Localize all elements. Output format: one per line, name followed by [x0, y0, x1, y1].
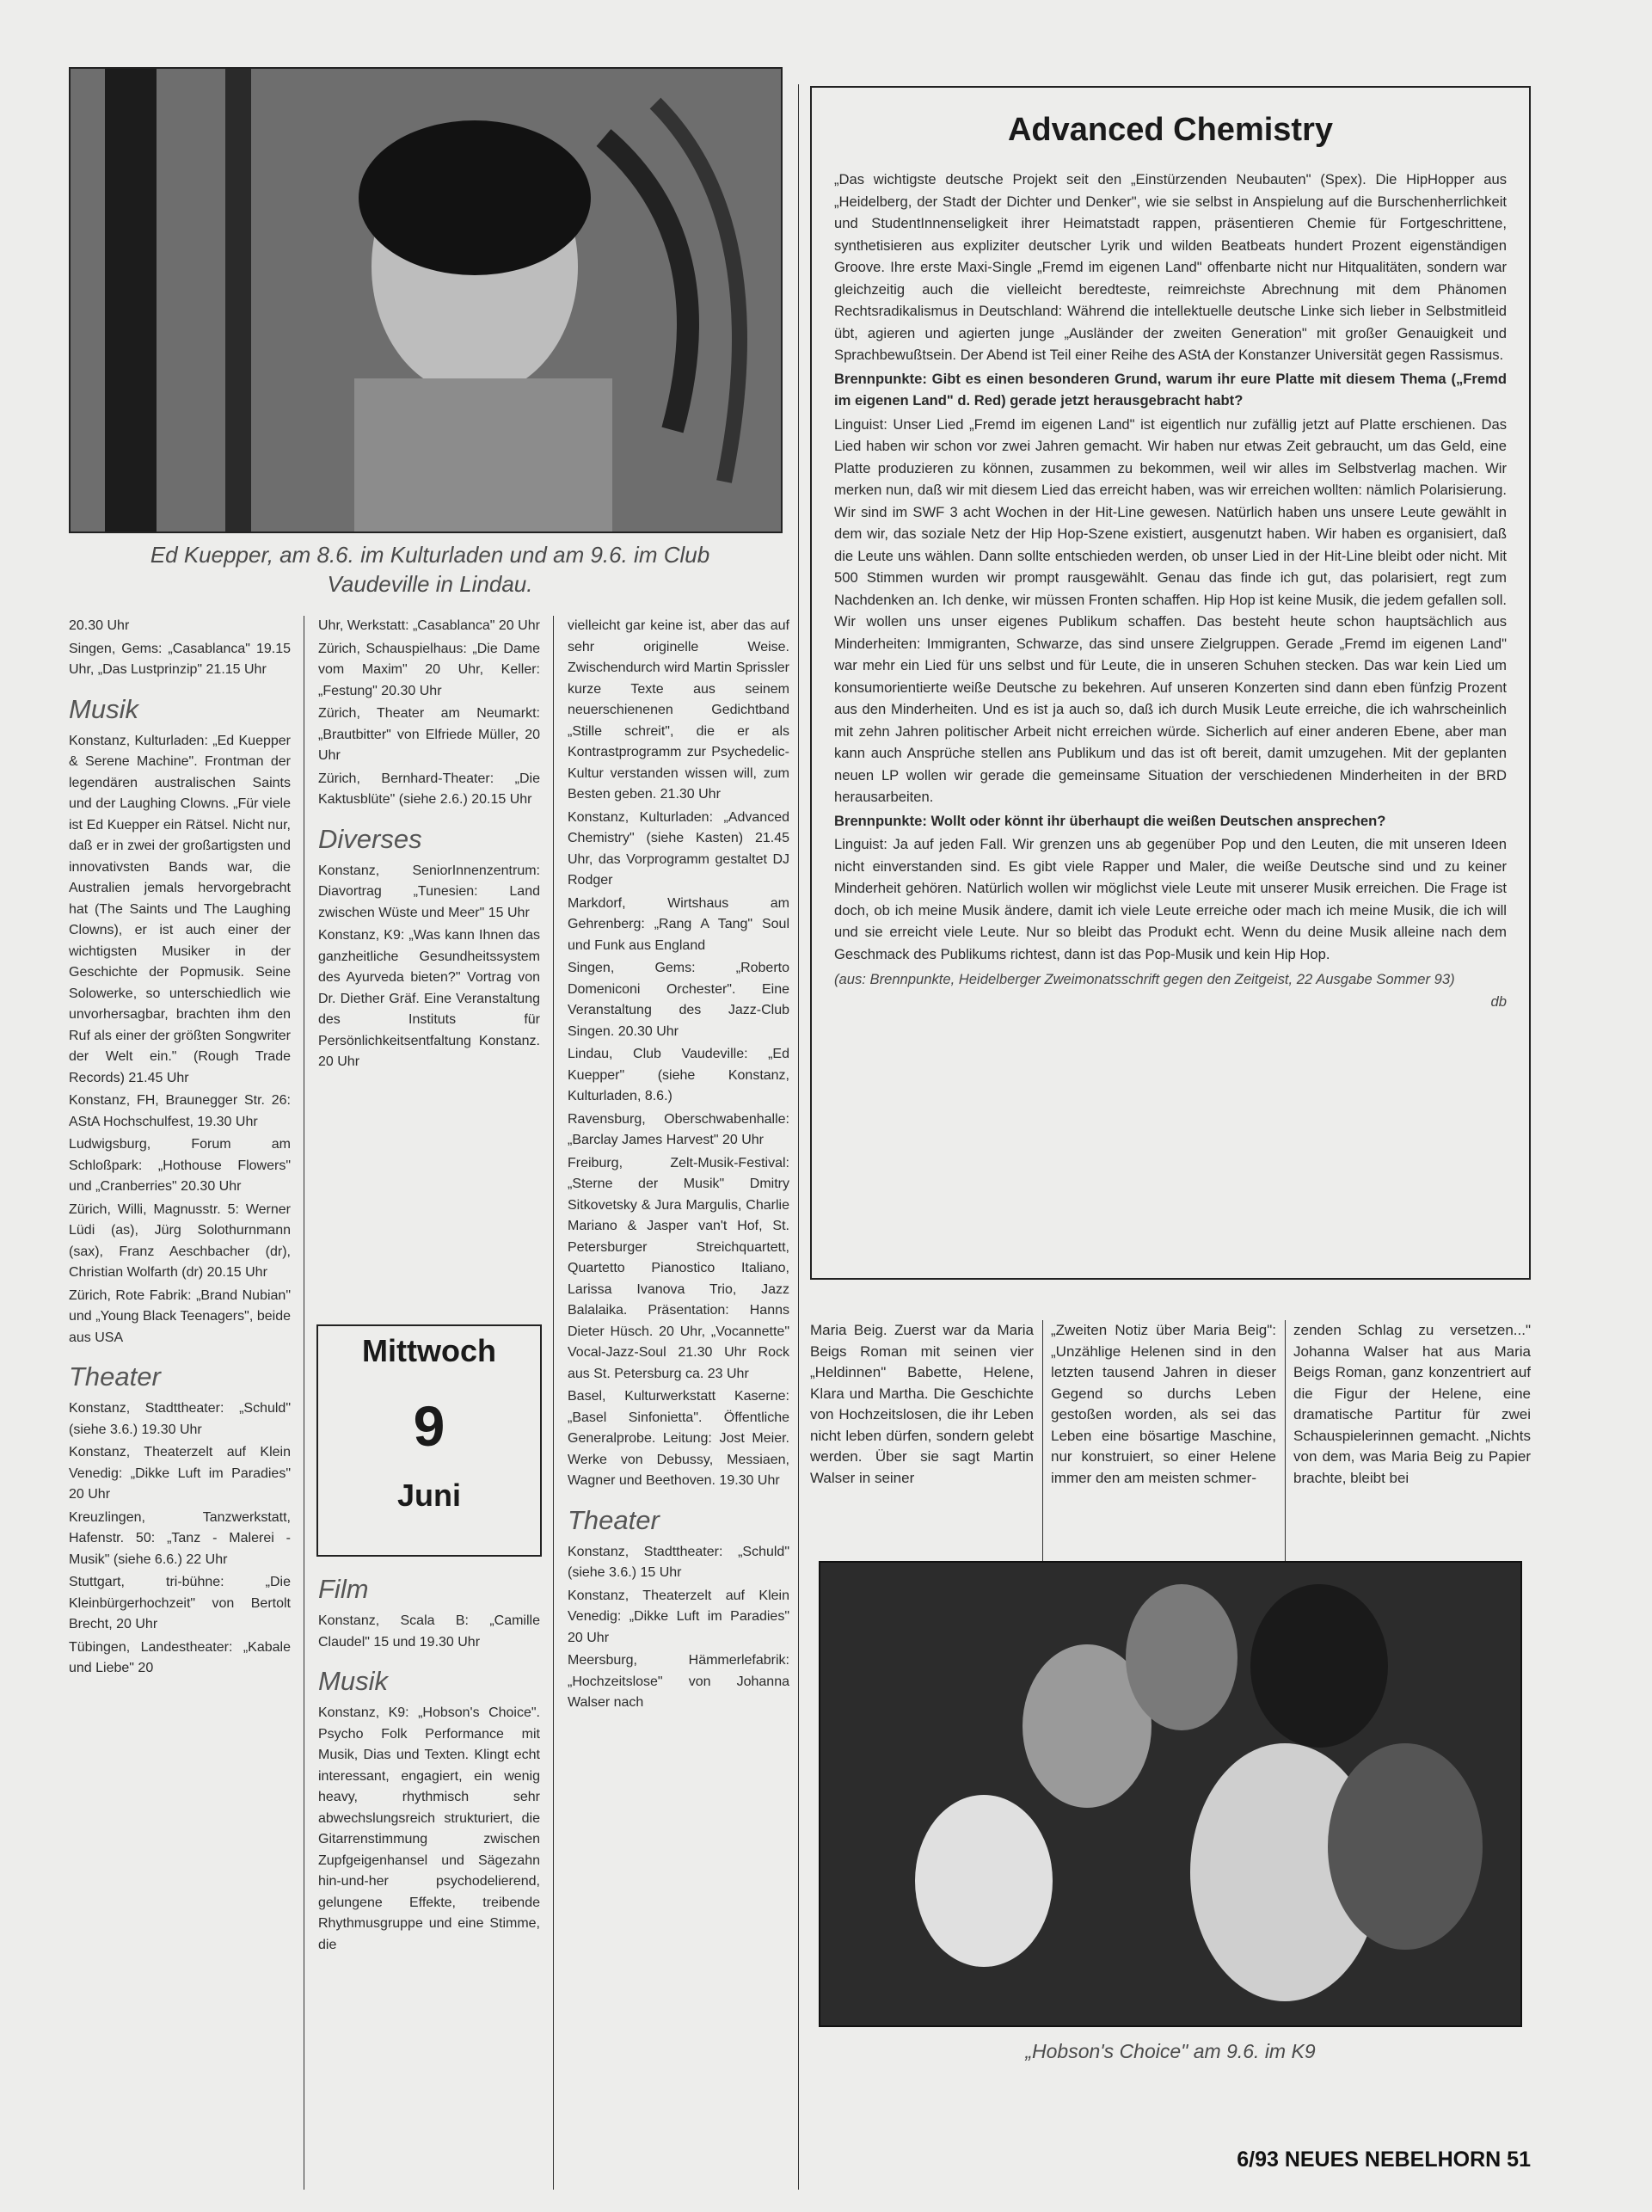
listing-item: Konstanz, Theaterzelt auf Klein Venedig: „Dikke Luft im Paradies" 20 Uhr [568, 1588, 789, 1645]
listing-item: Ludwigsburg, Forum am Schloßpark: „Hothouse Flowers" und „Cranberries" 20.30 Uhr [69, 1137, 291, 1194]
listing-item: Zürich, Willi, Magnusstr. 5: Werner Lüdi (as), Jürg Solothurnmann (sax), Franz Aeschbacher (dr), Christian Wolfarth (dr) 20.15 Uhr [69, 1201, 291, 1280]
bottom-column-1 [810, 1320, 1034, 1490]
box-paragraph: Linguist: Unser Lied „Fremd im eigenen Land" ist eigentlich nur zufällig jetzt auf Platte erschienen. Das Lied haben wir schon vor zwei Jahren gemacht. Wir haben nur etwas Zeit gebraucht, um das Geld, eine Platte produzieren zu können, zusammen zu bekommen, weil wir alles im Selbstverlag machen. Wir merken nun, daß wir mit diesem Lied das erreicht haben, was wir erreichen wollten: nämlich Polarisierung. Wir sind im SWF 3 acht Wochen in der Hit-Line gewesen. Natürlich haben uns unsere Leute gewählt in dem wir, das soziale Netz der Hip Hop-Szene existiert, ausgenutzt haben. Wir haben es organisiert, daß die Leute uns wählen. Dann sollte entschieden werden, ob unser Lied in der Hit-Line bleibt oder nicht. Mit 500 Stimmen wurden wir prompt rausgewählt. Genau das finde ich gut, das polarisiert, regt zum Nachdenken an. Ich denke, wir müssen Fronten schaffen. Hip Hop ist keine Musik, die jedem gefallen soll. Wir wollen uns unser eigenes Publikum schaffen. Das besteht heute schon hauptsächlich aus Minderheiten: Immigranten, Schwarze, das sind unsere Zielgruppen. Gerade „Fremd im eigenen Land" war mehr ein Lied für uns selbst und für Leute, die in unseren Schuhen stecken. Das war kein Lied um konsumorientierte weiße Deutsche zu bekehren. Auf unseren Konzerten sind dann eben fünfzig Prozent aus den Minderheiten. Und es ist ja auch so, daß ich durch Musik Leute erreiche, die ich wahrscheinlich mit zehn Jahren politischer Arbeit nicht erreichen würde. Sicherlich auf einer anderen Ebene, aber man kann auch Ansprüche stellen ans Publikum und das ist oft bereit, damit umzugehen. Mit der geplanten neuen LP wollen wir gerade die gemeinsame Situation der verschiedenen Minderheiten in der BRD herausarbeiten. [834, 415, 1507, 805]
box-body [834, 169, 1507, 965]
photo-ed-kuepper [69, 67, 783, 533]
box-paragraph: „Das wichtigste deutsche Projekt seit den „Einstürzenden Neubauten" (Spex). Die HipHopper aus „Heidelberg, der Stadt der Dichter und Denker", wie sie selbst in Anspielung auf die Burschenherrlichkeit und StudentInnenseligkeit ihrer Heimatstadt rappen, präsentieren Chemie für Fortgeschrittene, synthetisieren aus expliziter deutscher Lyrik und wilden Beatbeats hundert Prozent eigenständigen Groove. Ihre erste Maxi-Single „Fremd im eigenen Land" offenbarte nicht nur Hitqualitäten, sondern war gleichzeitig auch die vielleicht beredteste, reimreichste Abrechnung mit dem Phänomen Rechtsradikalismus in Deutschland: Während die intellektuelle deutsche Linke sich lieber in Selbstmitleid übt, agieren und agierten junge „Ausländer der zweiten Generation" mit großer Genauigkeit und Sprachbewußtsein. Der Abend ist Teil einer Reihe des AStA der Konstanzer Universität gegen Rassismus. [834, 171, 1507, 363]
listing-item: Basel, Kulturwerkstatt Kaserne: „Basel Sinfonietta". Öffentliche Generalprobe. Leitung: Jost Meier. Werke von Debussy, Messiaen, Wagner und Beethoven. 19.30 Uhr [568, 1389, 789, 1488]
listing-item: Uhr, Werkstatt: „Casablanca" 20 Uhr [318, 618, 540, 633]
section-heading-diverses: Diverses [318, 823, 422, 854]
listing-item: Konstanz, K9: „Was kann Ihnen das ganzheitliche Gesundheitssystem des Ayurveda bieten?" Vortrag von Dr. Diether Gräf. Eine Veranstaltung des Instituts für Persönlichkeitsentfaltung Konstanz. 20 Uhr [318, 928, 540, 1069]
bottom-text: „Zweiten Notiz über Maria Beig": „Unzählige Helenen sind in den letzten tausend Jahren in dieser Gegend so durchs Leben gestoßen worden, als sei das Leben eine bösartige Maschine, nur konstruiert, so einer Helene immer den am meisten schmer- [1051, 1322, 1276, 1486]
photo-hobsons-choice [819, 1561, 1522, 2027]
listings-column-1 [69, 616, 291, 1681]
listing-item: Konstanz, FH, Braunegger Str. 26: AStA Hochschulfest, 19.30 Uhr [69, 1093, 291, 1129]
column-divider [1042, 1320, 1043, 1561]
date-month: Juni [396, 1478, 461, 1513]
date-box [316, 1324, 542, 1557]
bottom-text: zenden Schlag zu versetzen..." Johanna Walser hat aus Maria Beigs Roman, ganz konzentriert auf die Figur der Helene, eine dramatische Partitur für zwei Schauspielerinnen gemacht. „Nichts von dem, was Maria Beig zu Papier brachte, bleibt bei [1293, 1322, 1531, 1486]
box-paragraph: Brennpunkte: Wollt oder könnt ihr überhaupt die weißen Deutschen ansprechen? [834, 812, 1386, 829]
listing-item: Stuttgart, tri-bühne: „Die Kleinbürgerhochzeit" von Bertolt Brecht, 20 Uhr [69, 1575, 291, 1631]
listing-item: Konstanz, Scala B: „Camille Claudel" 15 und 19.30 Uhr [318, 1613, 540, 1650]
listing-item: Konstanz, K9: „Hobson's Choice". Psycho Folk Performance mit Musik, Dias und Texten. Klingt echt interessant, engagiert, ein wenig heavy, rhythmisch sehr abwechslungsreich strukturiert, die Gitarrenstimmung zwischen Zupfgeigenhansel und Sägezahn hin-und-her psychodelierend, gelungene Effekte, treibende Rhythmusgruppe und eine Stimme, die [318, 1705, 540, 1952]
listing-item: Markdorf, Wirtshaus am Gehrenberg: „Rang A Tang" Soul und Funk aus England [568, 895, 789, 953]
date-weekday: Mittwoch [362, 1333, 496, 1368]
listings-column-2 [318, 616, 540, 1075]
bottom-column-2 [1051, 1320, 1276, 1490]
listing-item: Lindau, Club Vaudeville: „Ed Kuepper" (siehe Konstanz, Kulturladen, 8.6.) [568, 1047, 789, 1103]
listing-item: vielleicht gar keine ist, aber das auf sehr originelle Weise. Zwischendurch wird Martin Sprissler kurze Texte aus seinem neuerschienenen Gedichtband „Stille schreit", die er als Kontrastprogramm zur Psychedelic-Kultur verstanden wissen will, zum Besten geben. 21.30 Uhr [568, 618, 789, 802]
photo-hobsons-choice-image [820, 1563, 1520, 2025]
listing-item: Konstanz, SeniorInnenzentrum: Diavortrag „Tunesien: Land zwischen Wüste und Meer" 15 Uhr [318, 863, 540, 920]
bottom-column-3 [1293, 1320, 1531, 1490]
col1-intro2: Singen, Gems: „Casablanca" 19.15 Uhr, „Das Lustprinzip" 21.15 Uhr [69, 641, 291, 677]
listing-item: Zürich, Schauspielhaus: „Die Dame vom Maxim" 20 Uhr, Keller: „Festung" 20.30 Uhr [318, 641, 540, 698]
listing-item: Zürich, Theater am Neumarkt: „Brautbitter" von Elfriede Müller, 20 Uhr [318, 706, 540, 763]
bottom-text: Maria Beig. Zuerst war da Maria Beigs Roman mit seinen vier „Heldinnen" Babette, Helene, Klara und Martha. Die Geschichte von Hochzeitslosen, die ihr Leben nicht leben dürfen, sondern gelebt werden. Über sie sagt Martin Walser in seiner [810, 1322, 1034, 1486]
box-paragraph: Brennpunkte: Gibt es einen besonderen Grund, warum ihr eure Platte mit diesem Thema („Fremd im eigenen Land" d. Red) gerade jetzt herausgebracht habt? [834, 370, 1507, 409]
box-signature: db [1490, 992, 1507, 1010]
column-divider [798, 84, 799, 2190]
column-divider [1285, 1320, 1286, 1561]
listing-item: Zürich, Bernhard-Theater: „Die Kaktusblüte" (siehe 2.6.) 20.15 Uhr [318, 771, 540, 807]
date-day: 9 [413, 1394, 445, 1458]
section-heading-musik-2: Musik [318, 1666, 388, 1696]
listing-item: Singen, Gems: „Roberto Domeniconi Orchester". Eine Veranstaltung des Jazz-Club Singen. 20.30 Uhr [568, 961, 789, 1039]
section-heading-theater: Theater [69, 1361, 161, 1392]
listing-item: Ravensburg, Oberschwabenhalle: „Barclay James Harvest" 20 Uhr [568, 1111, 789, 1147]
listing-item: Konstanz, Stadttheater: „Schuld" (siehe 3.6.) 15 Uhr [568, 1544, 789, 1580]
listings-column-3 [568, 616, 789, 1716]
column-divider [553, 616, 554, 2190]
box-title: Advanced Chemistry [1007, 112, 1333, 148]
photo-ed-kuepper-image [71, 69, 781, 531]
listing-item: Kreuzlingen, Tanzwerkstatt, Hafenstr. 50: „Tanz - Malerei - Musik" (siehe 6.6.) 22 Uhr [69, 1509, 291, 1567]
listing-item: Konstanz, Kulturladen: „Ed Kuepper & Serene Machine". Frontman der legendären australischen Saints und der Laughing Clowns. „Für viele ist Ed Kuepper ein Rätsel. Nicht nur, daß er in zwei der großartigsten und innovativsten Bands war, die Australien jemals hervorgebracht hat (The Saints und The Laughing Clowns), er ist auch einer der wichtigsten Musiker in der Geschichte der Popmusik. Seine Solowerke, so unterschiedlich wie unvorhersagbar, brachten ihm den Ruf als einer der größten Songwriter der Welt ein." (Rough Trade Records) 21.45 Uhr [69, 733, 291, 1085]
advanced-chemistry-box [810, 86, 1531, 1280]
listing-item: Konstanz, Theaterzelt auf Klein Venedig: „Dikke Luft im Paradies" 20 Uhr [69, 1445, 291, 1502]
listing-item: Meersburg, Hämmerlefabrik: „Hochzeitslose" von Johanna Walser nach [568, 1653, 789, 1710]
listing-item: Zürich, Rote Fabrik: „Brand Nubian" und „Young Black Teenagers", beide aus USA [69, 1287, 291, 1345]
box-source: (aus: Brennpunkte, Heidelberger Zweimonatsschrift gegen den Zeitgeist, 22 Ausgabe Sommer 93) [834, 971, 1455, 987]
listings-column-2-lower [318, 1561, 540, 1957]
page-footer: 6/93 NEUES NEBELHORN 51 [1237, 2147, 1531, 2172]
box-paragraph: Linguist: Ja auf jeden Fall. Wir grenzen uns ab gegenüber Pop und den Leuten, die mit unseren Ideen nicht einverstanden sind. Es gibt viele Rapper und Maler, die weiße Deutsche sind und zu keiner Minderheit gehören. Natürlich wollen wir möglichst viele Leute mit unserer Musik erreichen. Die Frage ist doch, ob ich meine Musik ändere, damit ich viele Leute erreiche oder mach ich meine Musik, die ich will und sie erreicht viele Leute. Nur so bleibt das Produkt echt. Wenn du deine Musik alleine nach dem Geschmack des Publikums richtest, dann ist das Pop-Musik und kein Hip Hop. [834, 836, 1507, 962]
listing-item: Freiburg, Zelt-Musik-Festival: „Sterne der Musik" Dmitry Sitkovetsky & Jura Margulis, Charlie Mariano & Jasper van't Hof, St. Petersburger Streichquartett, Quartetto Pianostico Italiano, Larissa Ivanova Trio, Jazz Balalaika. Präsentation: Hanns Dieter Hüsch. 20 Uhr, „Vocannette" Vocal-Jazz-Soul 21.30 Uhr Rock aus St. Petersburg ca. 23 Uhr [568, 1155, 789, 1381]
photo-bottom-caption: „Hobson's Choice" am 9.6. im K9 [1025, 2040, 1316, 2062]
section-heading-theater-2: Theater [568, 1504, 660, 1535]
section-heading-film: Film [318, 1574, 369, 1604]
photo-top-caption: Ed Kuepper, am 8.6. im Kulturladen und am 9.6. im Club Vaudeville in Lindau. [150, 542, 710, 597]
listing-item: Tübingen, Landestheater: „Kabale und Liebe" 20 [69, 1639, 291, 1675]
listing-item: Konstanz, Kulturladen: „Advanced Chemistry" (siehe Kasten) 21.45 Uhr, das Vorprogramm gestaltet DJ Rodger [568, 809, 789, 888]
section-heading-musik: Musik [69, 693, 138, 724]
col1-intro: 20.30 Uhr [69, 618, 130, 633]
listing-item: Konstanz, Stadttheater: „Schuld" (siehe 3.6.) 19.30 Uhr [69, 1401, 291, 1437]
